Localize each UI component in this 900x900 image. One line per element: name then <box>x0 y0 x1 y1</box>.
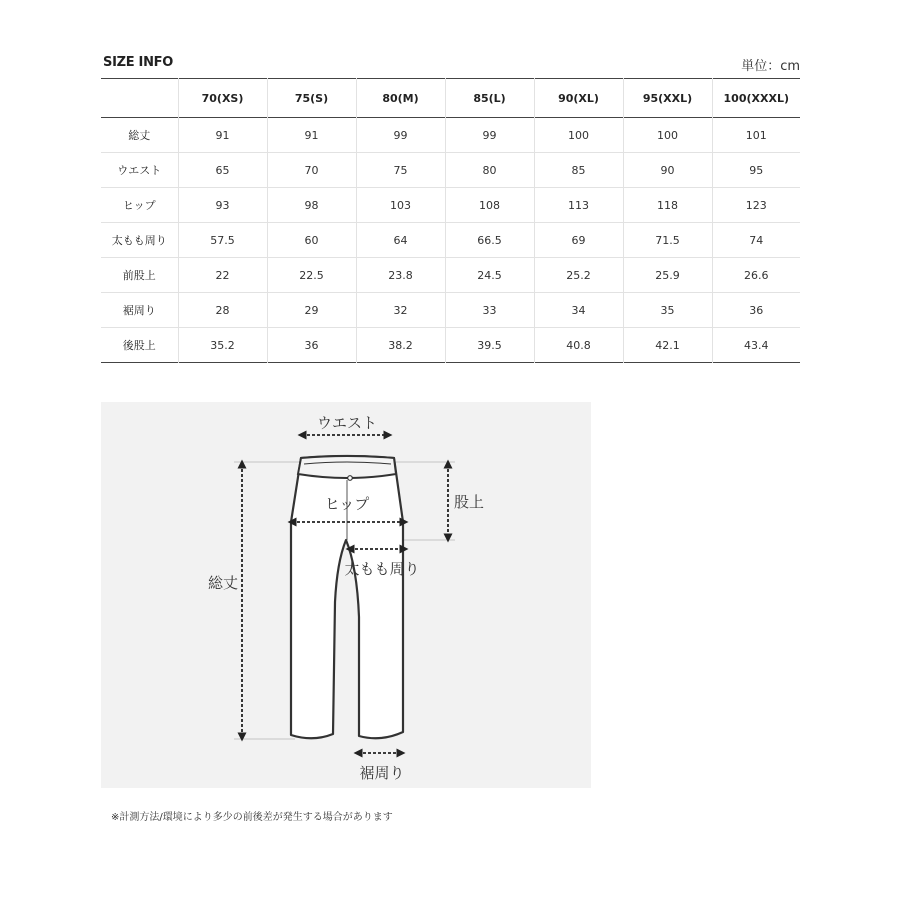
table-cell: 26.6 <box>712 258 800 293</box>
table-cell: 90 <box>623 153 712 188</box>
table-cell: 35.2 <box>178 328 267 363</box>
unit-label: 単位：cm <box>741 59 800 74</box>
column-header: 85(L) <box>445 79 534 118</box>
table-row <box>101 118 800 153</box>
column-header: 75(S) <box>267 79 356 118</box>
table-row <box>101 258 800 293</box>
column-header: 90(XL) <box>534 79 623 118</box>
table-cell: 35 <box>623 293 712 328</box>
table-cell: 22 <box>178 258 267 293</box>
table-cell: 57.5 <box>178 223 267 258</box>
table-cell: 29 <box>267 293 356 328</box>
row-label: 前股上 <box>122 269 156 282</box>
table-cell: 60 <box>267 223 356 258</box>
table-cell: 43.4 <box>712 328 800 363</box>
table-cell: 22.5 <box>267 258 356 293</box>
table-cell: 33 <box>445 293 534 328</box>
table-cell: 118 <box>623 188 712 223</box>
table-cell: 99 <box>445 118 534 153</box>
row-label: 後股上 <box>122 339 156 352</box>
row-label: ウエスト <box>117 164 162 177</box>
table-cell: 36 <box>712 293 800 328</box>
table-cell: 70 <box>267 153 356 188</box>
table-cell: 64 <box>356 223 445 258</box>
waist-label: ウエスト <box>316 414 378 432</box>
table-cell: 98 <box>267 188 356 223</box>
hip-label: ヒップ <box>324 495 370 513</box>
pants-measurement-diagram <box>101 402 591 788</box>
table-cell: 100 <box>623 118 712 153</box>
table-cell: 42.1 <box>623 328 712 363</box>
table-cell: 91 <box>178 118 267 153</box>
table-cell: 32 <box>356 293 445 328</box>
table-cell: 91 <box>267 118 356 153</box>
size-table <box>101 78 800 363</box>
table-row <box>101 153 800 188</box>
table-cell: 71.5 <box>623 223 712 258</box>
thigh-label: 太もも周り <box>344 560 420 578</box>
column-header <box>101 79 178 118</box>
table-cell: 95 <box>712 153 800 188</box>
table-cell: 25.2 <box>534 258 623 293</box>
table-row <box>101 293 800 328</box>
table-cell: 100 <box>534 118 623 153</box>
column-header: 95(XXL) <box>623 79 712 118</box>
row-label: 太もも周り <box>111 234 167 247</box>
table-cell: 65 <box>178 153 267 188</box>
column-header: 80(M) <box>356 79 445 118</box>
table-cell: 74 <box>712 223 800 258</box>
table-row <box>101 223 800 258</box>
table-cell: 85 <box>534 153 623 188</box>
row-label: ヒップ <box>122 199 156 212</box>
table-cell: 75 <box>356 153 445 188</box>
table-cell: 123 <box>712 188 800 223</box>
table-cell: 38.2 <box>356 328 445 363</box>
column-header: 70(XS) <box>178 79 267 118</box>
table-cell: 36 <box>267 328 356 363</box>
table-cell: 108 <box>445 188 534 223</box>
table-cell: 93 <box>178 188 267 223</box>
table-cell: 103 <box>356 188 445 223</box>
table-cell: 101 <box>712 118 800 153</box>
length-label: 総丈 <box>207 574 239 592</box>
table-cell: 28 <box>178 293 267 328</box>
table-cell: 113 <box>534 188 623 223</box>
rise-label: 股上 <box>454 493 485 511</box>
section-title: SIZE INFO <box>103 55 173 70</box>
table-header-row <box>101 79 800 118</box>
column-header: 100(XXXL) <box>712 79 800 118</box>
table-cell: 69 <box>534 223 623 258</box>
table-row <box>101 188 800 223</box>
table-cell: 66.5 <box>445 223 534 258</box>
table-cell: 34 <box>534 293 623 328</box>
measurement-note: ※計測方法/環境により多少の前後差が発生する場合があります <box>111 812 393 823</box>
table-cell: 99 <box>356 118 445 153</box>
table-cell: 24.5 <box>445 258 534 293</box>
table-cell: 39.5 <box>445 328 534 363</box>
table-cell: 40.8 <box>534 328 623 363</box>
row-label: 裾周り <box>122 304 156 317</box>
table-cell: 23.8 <box>356 258 445 293</box>
table-cell: 80 <box>445 153 534 188</box>
hem-label: 裾周り <box>359 764 405 782</box>
table-row <box>101 328 800 363</box>
table-cell: 25.9 <box>623 258 712 293</box>
row-label: 総丈 <box>128 129 151 142</box>
